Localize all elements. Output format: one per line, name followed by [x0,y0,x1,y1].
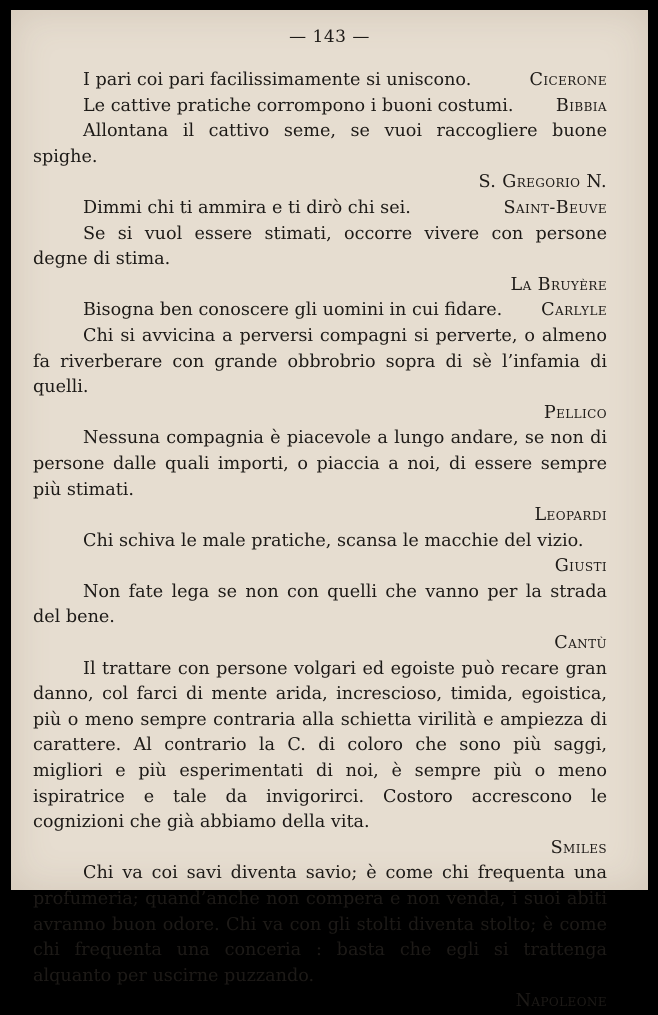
quote-author: Bibbia [555,95,607,116]
quote-author: Napoleone [515,991,607,1012]
quote-text: Chi schiva le male pratiche, scansa le macchie del vizio. [83,530,584,551]
quote-text: Se si vuol essere stimati, occorre vivere con persone degne di stima. [33,223,607,270]
quote-author: Cicerone [529,70,607,90]
quote-text: I pari coi pari facilissimamente si uniscono. [83,70,472,90]
quote-text: Chi va coi savi diventa savio; è come chi frequenta una profumeria; quand’anche non compera e non venda, i suoi abiti avranno buon odore. Chi va con gli stolti diventa stolto; è come chi frequenta una conceria : basta che egli si trattenga alquanto per uscirne puzzando. [33,863,607,986]
quote-item [33,94,607,120]
quote-author: Smiles [550,837,607,858]
quote-list [33,68,607,1015]
quote-text: Dimmi chi ti ammira e ti dirò chi sei. [83,197,411,218]
quote-author: Saint-Beuve [503,197,607,218]
quote-item [33,298,607,324]
book-page [11,10,648,1012]
quote-text: Chi si avvicina a perversi compagni si perverte, o almeno fa riverberare con grande obbrobrio sopra di sè l’infamia di quelli. [33,325,607,398]
page-number: — 143 — [289,27,370,47]
quote-author: S. Gregorio N. [478,172,607,193]
quote-item [33,222,607,299]
quote-item [33,861,607,1015]
quote-text: Allontana il cattivo seme, se vuoi raccogliere buone spighe. [33,121,607,167]
quote-item [33,529,607,580]
quote-item [33,580,607,657]
quote-author: La Bruyère [510,274,607,295]
quote-item [33,119,607,196]
quote-text: Bisogna ben conoscere gli uomini in cui fidare. [83,300,503,321]
quote-item [33,68,607,94]
quote-text: Il trattare con persone volgari ed egoiste può recare gran danno, col farci di mente arida, increscioso, timida, egoistica, più o meno sempre contraria alla schietta virilità e ampiezza di carattere. Al contrario la C. di coloro che sono più saggi, migliori e più esperimentati di noi, è sempre più o meno ispiratrice e tale da invigorirci. Costoro accrescono le cognizioni che già abbiamo della vita. [33,658,607,833]
quote-item [33,196,607,222]
quote-author: Leopardi [534,505,607,526]
quote-author: Cantù [554,633,607,654]
quote-author: Pellico [543,402,607,423]
quote-item [33,657,607,862]
quote-text: Le cattive pratiche corrompono i buoni costumi. [83,95,514,116]
quote-text: Non fate lega se non con quelli che vanno per la strada del bene. [33,581,607,628]
quote-author: Giusti [554,556,607,577]
quote-author: Carlyle [541,300,607,321]
quote-item [33,324,607,426]
quote-item [33,426,607,528]
quote-text: Nessuna compagnia è piacevole a lungo andare, se non di persone dalle quali importi, o piaccia a noi, di essere sempre più stimati. [33,428,607,500]
